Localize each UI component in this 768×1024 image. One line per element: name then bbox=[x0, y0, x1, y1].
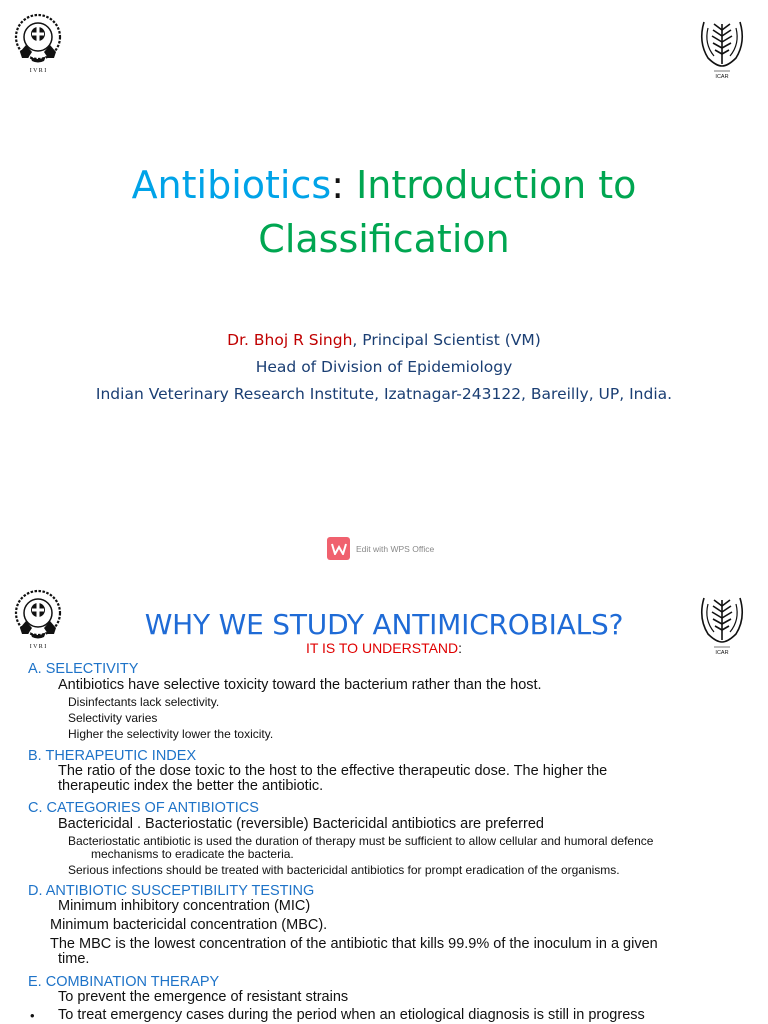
svg-text:I V R I: I V R I bbox=[29, 644, 47, 650]
section-d-text: Minimum bactericidal concentration (MBC). bbox=[50, 917, 328, 933]
section-e-text: To prevent the emergence of resistant strains bbox=[58, 989, 349, 1005]
section-c-text: Bactericidal . Bacteriostatic (reversible) Bactericidal antibiotics are preferred bbox=[58, 816, 544, 832]
ivri-logo-icon bbox=[10, 12, 66, 74]
section-a-text: Antibiotics have selective toxicity toward the bacterium rather than the host. bbox=[58, 677, 542, 693]
author-line bbox=[0, 331, 768, 349]
section-d-text: Minimum inhibitory concentration (MIC) bbox=[58, 898, 311, 914]
section-a-text: Higher the selectivity lower the toxicity. bbox=[68, 727, 274, 741]
author-institute: Indian Veterinary Research Institute, Izatnagar-243122, Bareilly, UP, India. bbox=[95, 385, 673, 403]
slide-title bbox=[0, 158, 768, 266]
title-antibiotics: Antibiotics bbox=[131, 163, 332, 207]
section-c-text: Serious infections should be treated with bactericidal antibiotics for prompt eradication of the organisms. bbox=[68, 863, 620, 877]
section-a-text: Disinfectants lack selectivity. bbox=[68, 695, 220, 709]
section-a-text: Selectivity varies bbox=[68, 711, 158, 725]
wps-edit-badge[interactable] bbox=[327, 537, 434, 560]
content-slide bbox=[0, 578, 768, 1024]
wps-logo-icon bbox=[327, 537, 350, 560]
icar-logo-icon bbox=[694, 14, 750, 80]
subtitle-colon: : bbox=[458, 640, 463, 656]
title-classification: Classification bbox=[258, 217, 510, 261]
title-introduction: Introduction to bbox=[344, 163, 637, 207]
section-b-text: The ratio of the dose toxic to the host to the effective therapeutic dose. The higher the bbox=[58, 763, 608, 779]
slide-title: WHY WE STUDY ANTIMICROBIALS? bbox=[144, 608, 624, 641]
section-b-heading: B. THERAPEUTIC INDEX bbox=[28, 748, 197, 764]
slide-subtitle bbox=[0, 640, 768, 656]
section-d-text: The MBC is the lowest concentration of the antibiotic that kills 99.9% of the inoculum in a given bbox=[50, 936, 658, 952]
bullet-marker: • bbox=[30, 1008, 35, 1023]
section-d-heading: D. ANTIBIOTIC SUSCEPTIBILITY TESTING bbox=[28, 883, 315, 899]
section-a-heading: A. SELECTIVITY bbox=[28, 661, 139, 677]
author-role: , Principal Scientist (VM) bbox=[352, 331, 541, 349]
section-b-text: therapeutic index the better the antibiotic. bbox=[58, 778, 324, 794]
subtitle-text: IT IS TO UNDERSTAND bbox=[305, 640, 459, 656]
section-e-heading: E. COMBINATION THERAPY bbox=[28, 974, 220, 990]
wps-label: Edit with WPS Office bbox=[356, 543, 435, 554]
section-c-text: Bacteriostatic antibiotic is used the duration of therapy must be sufficient to allow cellular and humoral defence bbox=[68, 834, 654, 848]
author-division: Head of Division of Epidemiology bbox=[255, 358, 513, 376]
svg-text:ICAR: ICAR bbox=[715, 74, 729, 80]
section-d-text: time. bbox=[58, 951, 90, 967]
author-name: Dr. Bhoj R Singh bbox=[227, 331, 353, 349]
section-c-heading: C. CATEGORIES OF ANTIBIOTICS bbox=[28, 800, 259, 816]
section-e-text: To treat emergency cases during the period when an etiological diagnosis is still in progress bbox=[58, 1007, 645, 1023]
section-c-text: mechanisms to eradicate the bacteria. bbox=[91, 847, 294, 861]
title-colon: : bbox=[331, 163, 344, 207]
svg-text:ICAR: ICAR bbox=[715, 650, 729, 656]
svg-text:I V R I: I V R I bbox=[29, 68, 47, 74]
